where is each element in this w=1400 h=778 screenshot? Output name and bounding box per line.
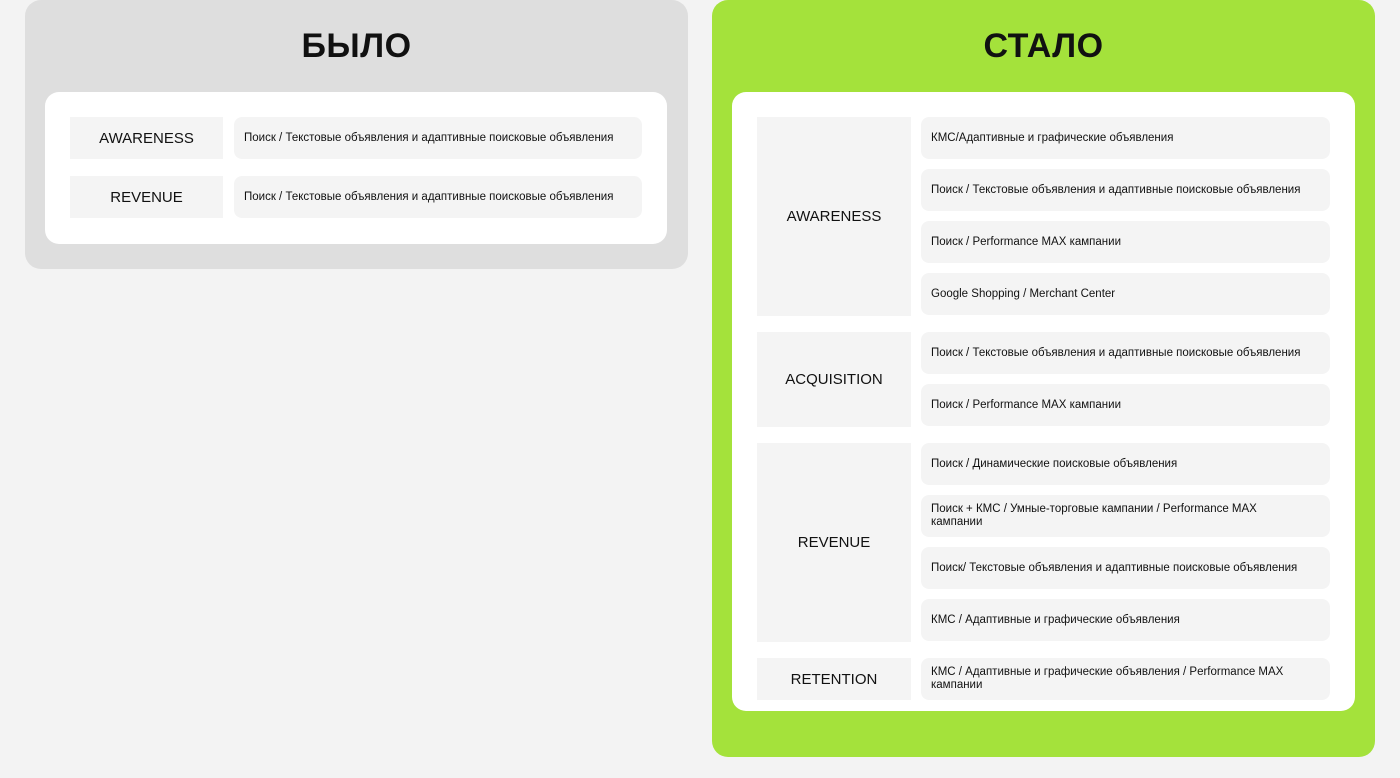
after-channel-revenue-1: Поиск / Динамические поисковые объявления [921,443,1330,485]
before-stage-revenue: REVENUE [70,176,223,218]
after-channel-revenue-3: Поиск/ Текстовые объявления и адаптивные поисковые объявления [921,547,1330,589]
after-channel-retention-1: КМС / Адаптивные и графические объявления / Performance MAX кампании [921,658,1330,700]
after-stage-acquisition: ACQUISITION [757,332,911,427]
after-card [732,92,1355,711]
after-channel-awareness-1: КМС/Адаптивные и графические объявления [921,117,1330,159]
after-channel-revenue-4: КМС / Адаптивные и графические объявления [921,599,1330,641]
after-stage-retention: RETENTION [757,658,911,700]
before-title: БЫЛО [301,27,412,65]
after-channel-acquisition-1: Поиск / Текстовые объявления и адаптивные поисковые объявления [921,332,1330,374]
before-stage-awareness: AWARENESS [70,117,223,159]
after-channel-revenue-2: Поиск + КМС / Умные-торговые кампании / Performance MAX кампании [921,495,1330,537]
before-channel-awareness-1: Поиск / Текстовые объявления и адаптивные поисковые объявления [234,117,642,159]
after-stage-awareness: AWARENESS [757,117,911,316]
before-panel [25,0,688,269]
after-panel [712,0,1375,757]
after-stage-revenue: REVENUE [757,443,911,642]
before-channel-revenue-1: Поиск / Текстовые объявления и адаптивные поисковые объявления [234,176,642,218]
after-title: СТАЛО [983,27,1104,65]
after-channel-acquisition-2: Поиск / Performance MAX кампании [921,384,1330,426]
before-card [45,92,667,244]
after-channel-awareness-4: Google Shopping / Merchant Center [921,273,1330,315]
after-channel-awareness-2: Поиск / Текстовые объявления и адаптивные поисковые объявления [921,169,1330,211]
after-channel-awareness-3: Поиск / Performance MAX кампании [921,221,1330,263]
